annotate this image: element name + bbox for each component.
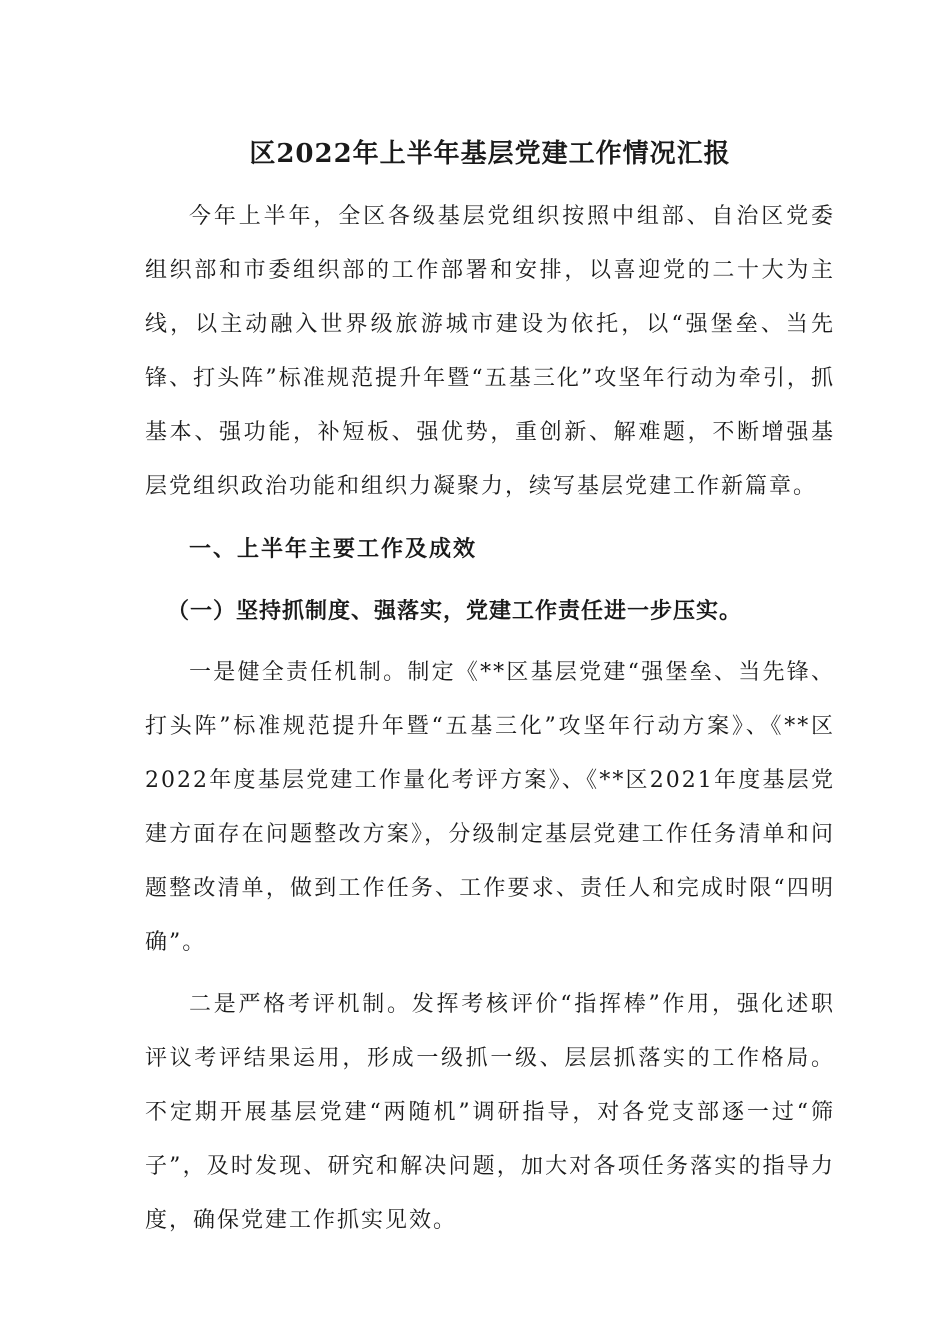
intro-paragraph: 今年上半年，全区各级基层党组织按照中组部、自治区党委组织部和市委组织部的工作部署和安排，以喜迎党的二十大为主线，以主动融入世界级旅游城市建设为依托，以“强堡垒、当先锋、打头阵”标准规范提升年暨“五基三化”攻坚年行动为牵引，抓基本、强功能，补短板、强优势，重创新、解难题，不断增强基层党组织政治功能和组织力凝聚力，续写基层党建工作新篇章。 <box>145 204 835 499</box>
section-heading-1: 一、上半年主要工作及成效 <box>189 536 478 562</box>
point-paragraph-1: 一是健全责任机制。制定《**区基层党建“强堡垒、当先锋、打头阵”标准规范提升年暨“五基三化”攻坚年行动方案》、《**区2022年度基层党建工作量化考评方案》、《**区2021年度基层党建方面存在问题整改方案》，分级制定基层党建工作任务清单和问题整改清单，做到工作任务、工作要求、责任人和完成时限“四明确”。 <box>145 660 835 955</box>
subsection-heading-1: （一）坚持抓制度、强落实，党建工作责任进一步压实。 <box>167 598 743 624</box>
point-paragraph-2: 二是严格考评机制。发挥考核评价“指挥棒”作用，强化述职评议考评结果运用，形成一级抓一级、层层抓落实的工作格局。不定期开展基层党建“两随机”调研指导，对各党支部逐一过“筛子”，及时发现、研究和解决问题，加大对各项任务落实的指导力度，确保党建工作抓实见效。 <box>145 992 835 1233</box>
document-title: 区2022年上半年基层党建工作情况汇报 <box>249 139 731 169</box>
document-body <box>145 128 835 1248</box>
